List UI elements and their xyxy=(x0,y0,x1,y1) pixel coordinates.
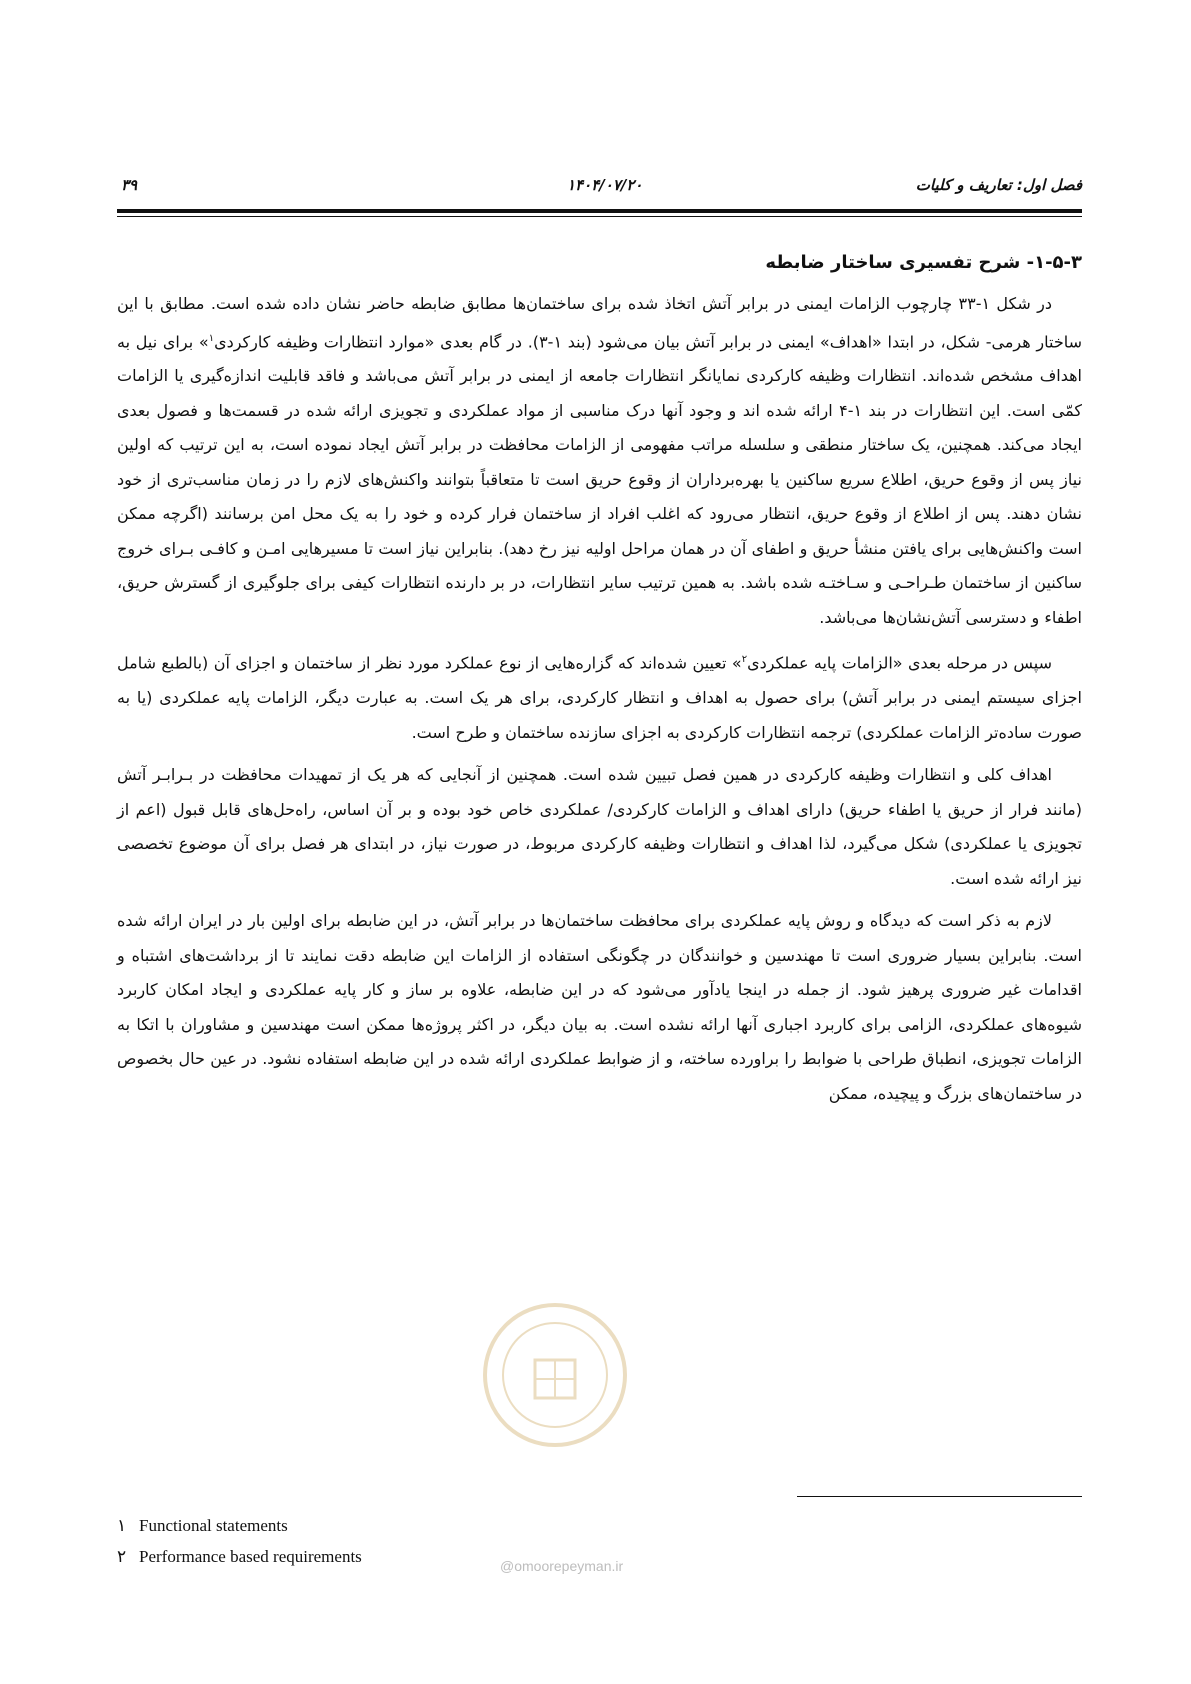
footnote-ref: ۲ xyxy=(741,654,748,666)
paragraph-text: » تعیین شده‌اند که گزاره‌هایی از نوع عملکرد مورد نظر از ساختمان و اجزای آن (بالطبع شامل اجزای سیستم ایمنی در برابر آتش) برای حصول به اهداف و انتظار کارکردی، برای هر یک است. به عبارت دیگر، الزامات پایه عملکردی (یا به صورت ساده‌تر الزامات عملکردی) ترجمه انتظارات کارکردی به اجزای سازنده ساختمان و طرح است. xyxy=(117,653,1082,742)
footnote xyxy=(117,1510,362,1541)
header-rule-thin xyxy=(117,216,1082,217)
footnote-text: Performance based requirements xyxy=(139,1547,362,1566)
footnote xyxy=(117,1541,362,1572)
paragraph xyxy=(117,643,1082,750)
paragraph xyxy=(117,758,1082,896)
paragraph-text: لازم به ذکر است که دیدگاه و روش پایه عملکردی برای محافظت ساختمان‌ها در برابر آتش، در این ضابطه برای اولین بار در ایران ارائه شده است. بنابراین بسیار ضروری است تا مهندسین و خوانندگان در چگونگی استفاده از الزامات این ضابطه دقت نمایند تا از برداشت‌های اشتباه و اقدامات غیر ضروری پرهیز شود. از جمله در اینجا یادآور می‌شود که در این ضابطه، علاوه بر ساز و کار پایه عملکردی و ایجاد امکان کاربرد شیوه‌های عملکردی، الزامی برای کاربرد اجباری آنها ارائه نشده است. به بیان دیگر، در اکثر پروژه‌ها ممکن است مهندسین و مشاوران با اتکا به الزامات تجویزی، انطباق طراحی با ضوابط را براورده ساخته، و از ضوابط عملکردی ارائه شده در این ضابطه استفاده نشود. در عین حال بخصوص در ساختمان‌های بزرگ و پیچیده، ممکن xyxy=(117,911,1082,1103)
footnote-text: Functional statements xyxy=(139,1516,288,1535)
running-header xyxy=(117,176,1082,200)
footnotes xyxy=(117,1510,362,1572)
watermark-text: @omoorepeyman.ir xyxy=(500,1558,624,1574)
paragraph xyxy=(117,904,1082,1111)
paragraph xyxy=(117,287,1082,635)
footnote-number: ۱ xyxy=(117,1516,127,1535)
footnote-ref: ۱ xyxy=(208,332,215,344)
header-rule-thick xyxy=(117,209,1082,213)
page-number: ۳۹ xyxy=(121,176,138,194)
header-date: ۱۴۰۴/۰۷/۲۰ xyxy=(567,176,643,194)
chapter-title: فصل اول: تعاریف و کلیات xyxy=(915,176,1082,194)
paragraph-text: » برای نیل به اهداف مشخص شده‌اند. انتظارات وظیفه کارکردی نمایانگر انتظارات جامعه از ایمنی در برابر آتش می‌باشد و فاقد قابلیت اندازه‌گیری یا الزامات کمّی است. این انتظارات در بند ۱-۴ ارائه شده اند و وجود آنها درک مناسبی از مواد عملکردی و تجویزی ارائه شده در قسمت‌ها و فصول بعدی ایجاد می‌کند. همچنین، یک ساختار منطقی و سلسله مراتب مفهومی از الزامات محافظت در برابر آتش ایجاد نموده است، به این ترتیب که اولین نیاز پس از وقوع حریق، اطلاع سریع ساکنین یا بهره‌برداران از وقوع حریق است تا متعاقباً بتوانند واکنش‌های لازم را در زمان مناسب‌تری از خود نشان دهند. پس از اطلاع از وقوع حریق، انتظار می‌رود که اغلب افراد از ساختمان فرار کرده و خود را به یک محل امن برسانند (اگرچه ممکن است واکنش‌هایی برای یافتن منشأ حریق و اطفای آن در همان مراحل اولیه نیز رخ دهد). بنابراین نیاز است تا مسیرهایی امـن و کافـی بـرای خروج ساکنین از ساختمان طـراحـی و سـاختـه شده باشد. به همین ترتیب سایر انتظارات، در بر دارنده انتظارات کیفی برای جلوگیری از گسترش حریق، اطفاء و دسترسی آتش‌نشان‌ها می‌باشد. xyxy=(117,331,1082,627)
paragraph-text: در شکل ۱-۳۳ چارچوب الزامات ایمنی در برابر آتش اتخاذ شده برای ساختمان‌ها مطابق ضابطه حاضر نشان داده شده است. مطابق با این ساختار هرمی- شکل، در ابتدا «اهداف» ایمنی در برابر آتش بیان می‌شود (بند ۱-۳). در گام بعدی «موارد انتظارات وظیفه کارکردی xyxy=(117,294,1083,351)
watermark-seal-icon xyxy=(480,1300,630,1450)
main-content xyxy=(117,252,1082,1119)
paragraph-text: اهداف کلی و انتظارات وظیفه کارکردی در همین فصل تبیین شده است. همچنین از آنجایی که هر یک از تمهیدات محافظت در بـرابـر آتش (مانند فرار از حریق یا اطفاء حریق) دارای اهداف و الزامات کارکردی/ عملکردی خاص خود بوده و بر آن اساس، راه‌حل‌های قابل قبول (اعم از تجویزی یا عملکردی) شکل می‌گیرد، لذا اهداف و انتظارات وظیفه کارکردی مربوط، در صورت نیاز، در ابتدای هر فصل برای آن موضوع تخصصی نیز ارائه شده است. xyxy=(117,765,1082,888)
footnote-number: ۲ xyxy=(117,1547,127,1566)
paragraph-text: سپس در مرحله بعدی «الزامات پایه عملکردی xyxy=(747,653,1052,673)
section-title: ۱-۵-۳- شرح تفسیری ساختار ضابطه xyxy=(765,252,1082,273)
footnote-rule xyxy=(797,1496,1082,1497)
